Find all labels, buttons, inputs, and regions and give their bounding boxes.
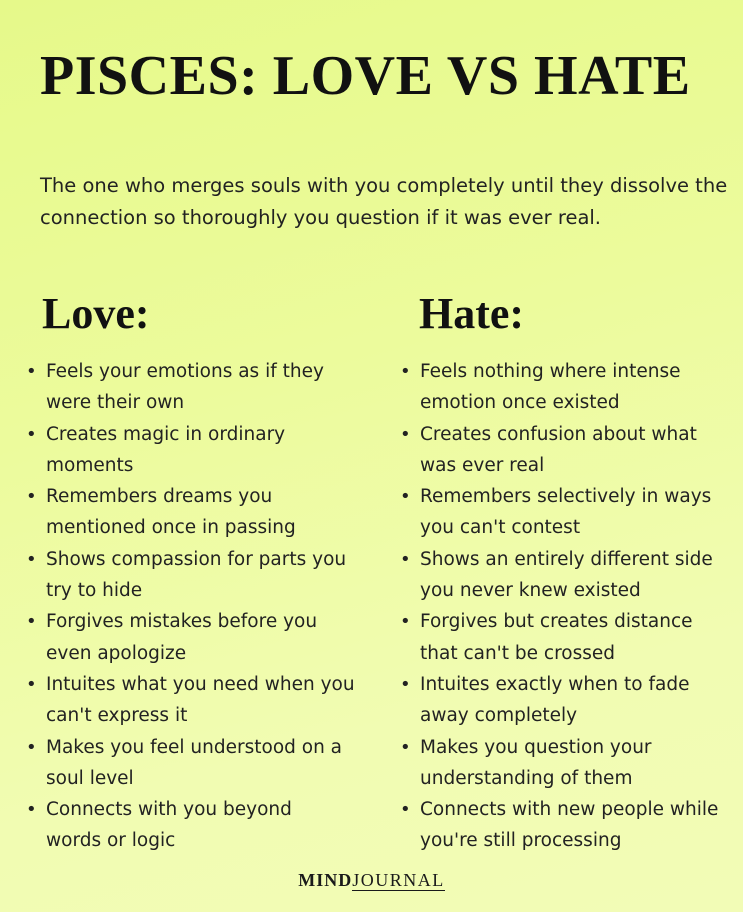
bullet-icon: • xyxy=(26,611,37,633)
bullet-icon: • xyxy=(400,736,411,758)
hate-item-text: Creates confusion about what was ever real xyxy=(420,423,697,476)
love-item-text: Shows compassion for parts you try to hide xyxy=(46,548,347,602)
hate-item xyxy=(374,544,743,607)
hate-heading: Hate: xyxy=(419,289,525,338)
love-item-text: Connects with you beyond words or logic xyxy=(46,799,292,852)
love-item-text: Remembers dreams you mentioned once in passing xyxy=(46,486,296,539)
page-title: PISCES: LOVE VS HATE xyxy=(40,45,691,107)
hate-item-text: Shows an entirely different side you never knew existed xyxy=(420,548,713,602)
hate-item-text: Remembers selectively in ways you can't contest xyxy=(420,486,712,539)
hate-item-text: Forgives but creates distance that can't be crossed xyxy=(420,611,693,664)
love-item xyxy=(0,794,380,857)
hate-item xyxy=(374,794,743,857)
hate-item-text: Connects with new people while you're still processing xyxy=(420,799,719,852)
love-column xyxy=(0,288,380,857)
love-item-text: Intuites what you need when you can't express it xyxy=(46,673,355,727)
bullet-icon: • xyxy=(26,673,37,695)
bullet-icon: • xyxy=(26,799,37,821)
bullet-icon: • xyxy=(400,548,411,570)
bullet-icon: • xyxy=(400,486,411,508)
hate-list xyxy=(374,356,743,857)
bullet-icon: • xyxy=(26,423,37,445)
hate-item xyxy=(374,606,743,669)
love-item-text: Forgives mistakes before you even apologize xyxy=(46,611,318,664)
hate-item-text: Feels nothing where intense emotion once existed xyxy=(420,361,681,414)
love-list xyxy=(0,356,380,857)
bullet-icon: • xyxy=(26,486,37,508)
hate-item-text: Intuites exactly when to fade away completely xyxy=(420,673,690,727)
love-item-text: Feels your emotions as if they were their own xyxy=(46,361,324,414)
hate-column xyxy=(374,288,743,857)
love-item xyxy=(0,669,380,732)
hate-item xyxy=(374,669,743,732)
love-item-text: Creates magic in ordinary moments xyxy=(46,423,286,476)
bullet-icon: • xyxy=(26,361,37,382)
love-item-text: Makes you feel understood on a soul level xyxy=(46,736,343,789)
love-item xyxy=(0,356,380,419)
bullet-icon: • xyxy=(400,361,411,382)
bullet-icon: • xyxy=(400,611,411,633)
bullet-icon: • xyxy=(400,673,411,695)
love-item xyxy=(0,419,380,482)
hate-item xyxy=(374,356,743,419)
love-item xyxy=(0,732,380,795)
brand-logo-part-b: JOURNAL xyxy=(352,870,445,890)
subtitle: The one who merges souls with you completely until they dissolve the connection so thoroughly you question if it was ever real. xyxy=(40,174,728,229)
brand-logo-part-a: MIND xyxy=(298,870,353,890)
hate-item xyxy=(374,481,743,544)
bullet-icon: • xyxy=(400,423,411,445)
love-item xyxy=(0,481,380,544)
bullet-icon: • xyxy=(26,736,37,758)
brand-logo xyxy=(0,870,743,891)
bullet-icon: • xyxy=(400,799,411,821)
love-item xyxy=(0,544,380,607)
love-heading: Love: xyxy=(42,289,150,338)
hate-item-text: Makes you question your understanding of them xyxy=(420,736,652,789)
love-item xyxy=(0,606,380,669)
hate-item xyxy=(374,732,743,795)
hate-item xyxy=(374,419,743,482)
bullet-icon: • xyxy=(26,548,37,570)
